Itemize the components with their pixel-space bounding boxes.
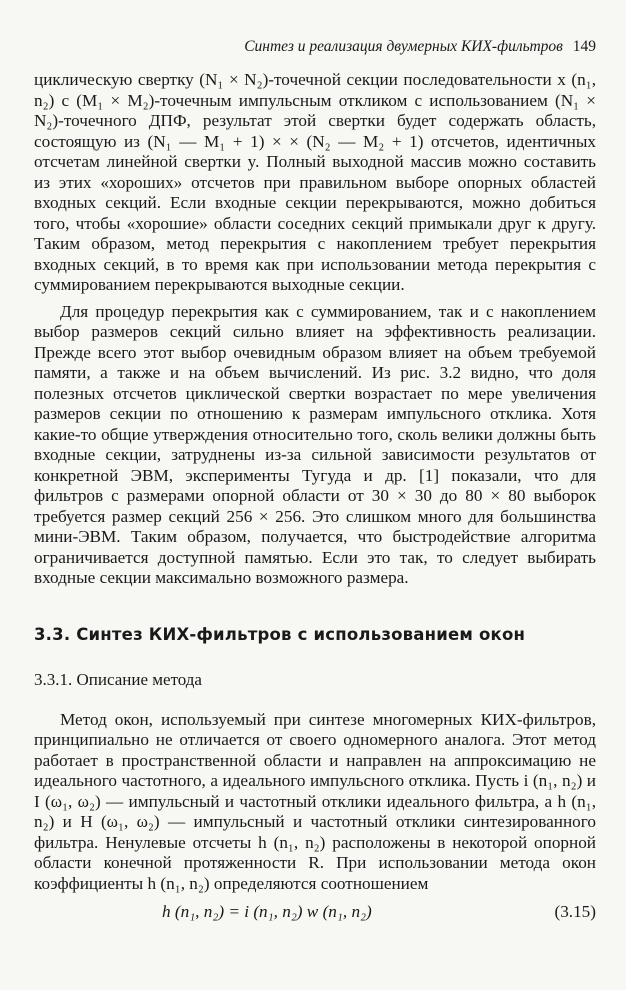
paragraph-1: циклическую свертку (N₁ × N₂)-точечной секции последовательности x (n₁, n₂) с (M₁ × M₂)-точечным импульсным откликом с использованием (N₁ × N₂)-точечного ДПФ, результат этой свертки будет содержать область, состоящую из (N₁ — M₁ + 1) × × (N₂ — M₂ + 1) отсчетов, идентичных отсчетам линейной свертки y. Полный выходной массив можно составить из этих «хороших» отсчетов при правильном выборе опорных областей входных секций. Если входные секции перекрываются, можно добиться того, чтобы «хорошие» области соседних секций примыкали друг к другу. Таким образом, метод перекрытия с накоплением требует перекрытия входных секций, в то время как при использовании метода перекрытия с суммированием перекрываются выходные секции.	[34, 70, 596, 294]
equation-3-15	[34, 902, 596, 926]
subsection-heading: 3.3.1. Описание метода	[34, 669, 202, 689]
page-number: 149	[572, 38, 596, 55]
paragraph-3: Метод окон, используемый при синтезе многомерных КИХ-фильтров, принципиально не отличается от своего одномерного аналога. Этот метод работает в пространственной области и направлен на аппроксимацию не идеального частотного, а идеального импульсного отклика. Пусть i (n₁, n₂) и I (ω₁, ω₂) — импульсный и частотный отклики идеального фильтра, а h (n₁, n₂) и H (ω₁, ω₂) — импульсный и частотный отклики синтезированного фильтра. Ненулевые отсчеты h (n₁, n₂) расположены в некоторой опорной области конечной протяженности R. При использовании метода окон коэффициенты h (n₁, n₂) определяются соотношением	[34, 709, 596, 893]
equation-expression: h (n₁, n₂) = i (n₁, n₂) w (n₁, n₂)	[162, 902, 372, 921]
running-head	[244, 38, 596, 56]
section-heading: 3.3. Синтез КИХ-фильтров с использованием окон	[34, 624, 526, 644]
equation-number: (3.15)	[554, 902, 596, 921]
paragraph-2: Для процедур перекрытия как с суммированием, так и с накоплением выбор размеров секций сильно влияет на эффективность реализации. Прежде всего этот выбор очевидным образом влияет на объем требуемой памяти, а также и на объем вычислений. Из рис. 3.2 видно, что доля полезных отсчетов циклической свертки возрастает по мере увеличения размеров секции по отношению к размерам импульсного отклика. Хотя какие-то общие утверждения относительно того, сколь велики должны быть входные секции, затруднены из-за сильной зависимости результатов от конкретной ЭВМ, эксперименты Тугуда и др. [1] показали, что для фильтров с размерами опорной области от 30 × 30 до 80 × 80 выборок требуется размер секций 256 × 256. Это слишком много для большинства мини-ЭВМ. Таким образом, получается, что быстродействие алгоритма ограничивается доступной памятью. Если это так, то следует выбирать входные секции максимально возможного размера.	[34, 301, 596, 587]
page-body	[34, 70, 596, 926]
running-title: Синтез и реализация двумерных КИХ-фильтров	[244, 38, 563, 55]
